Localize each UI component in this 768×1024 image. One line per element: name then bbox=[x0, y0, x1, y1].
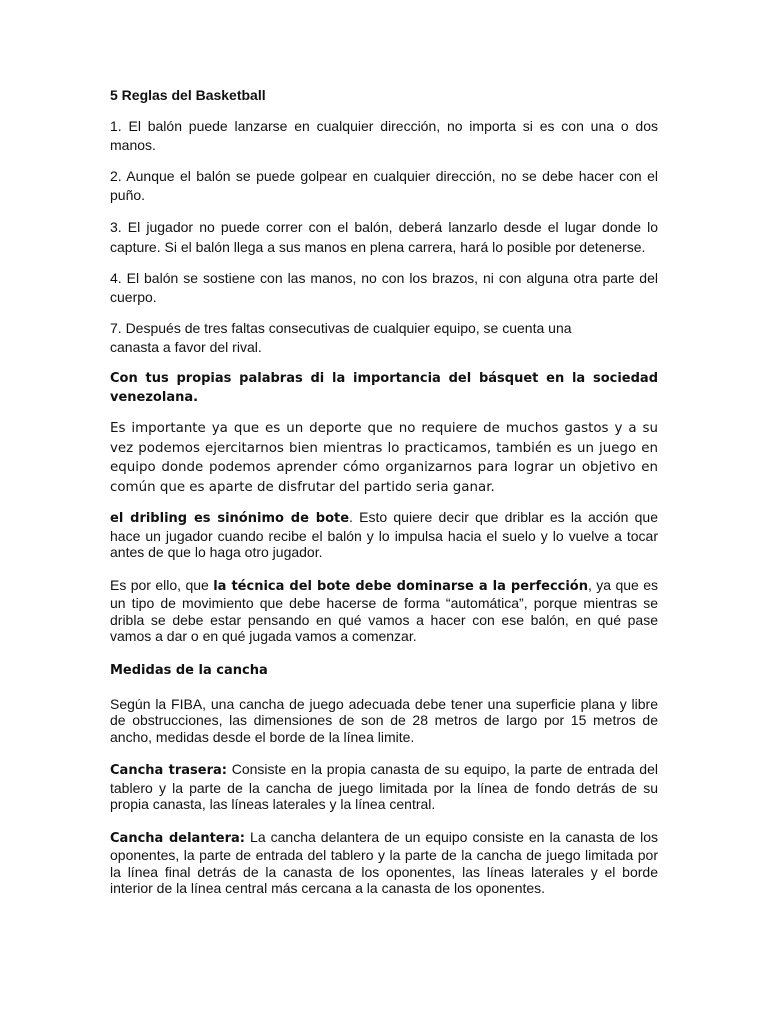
document-page bbox=[110, 86, 658, 897]
rule-4: 4. El balón se sostiene con las manos, no con los brazos, ni con alguna otra parte del cuerpo. bbox=[110, 270, 658, 305]
front-court-label: Cancha delantera: bbox=[110, 830, 245, 846]
dribbling-paragraph bbox=[110, 509, 658, 561]
back-court-text: Consiste en la propia canasta de su equipo, la parte de entrada del tablero y la parte de la cancha de juego limitada por la línea de fondo detrás de su propia canasta, las líneas laterales y la línea central. bbox=[110, 761, 658, 812]
dribbling-rest: . Esto quiere decir que driblar es la acción que hace un jugador cuando recibe el balón y lo impulsa hacia el suelo y lo vuelve a tocar antes de que lo haga otro jugador. bbox=[110, 509, 658, 560]
back-court-paragraph bbox=[110, 761, 658, 813]
technique-before: Es por ello, que bbox=[110, 576, 214, 593]
front-court-text: La cancha delantera de un equipo consiste en la canasta de los oponentes, la parte de entrada del tablero y la parte de la cancha de juego limitada por la línea final detrás de la canasta de los oponentes, las líneas laterales y el borde interior de la línea central más cercana a la canasta de los oponentes. bbox=[110, 828, 658, 896]
front-court-paragraph bbox=[110, 829, 658, 897]
court-heading: Medidas de la cancha bbox=[110, 662, 268, 678]
technique-after: , ya que es un tipo de movimiento que debe hacerse de forma “automática”, porque mientras se dribla se debe estar pensando en qué vamos a hacer con ese balón, en qué pase vamos a dar o en qué jugada vamos a comenzar. bbox=[110, 576, 659, 644]
question-prompt: Con tus propias palabras di la importancia del básquet en la sociedad venezolana. bbox=[110, 371, 658, 405]
technique-bold: la técnica del bote debe dominarse a la perfección bbox=[213, 578, 588, 594]
back-court-label: Cancha trasera: bbox=[110, 763, 227, 778]
fiba-paragraph: Según la FIBA, una cancha de juego adecuada debe tener una superficie plana y libre de obstrucciones, las dimensiones de son de 28 metros de largo por 15 metros de ancho, medidas desde el borde de la línea limite. bbox=[110, 695, 658, 745]
rule-7: 7. Después de tres faltas consecutivas de cualquier equipo, se cuenta una canasta a favor del rival. bbox=[110, 320, 572, 355]
rule-3: 3. El jugador no puede correr con el balón, deberá lanzarlo desde el lugar donde lo capture. Si el balón llega a sus manos en plena carrera, hará lo posible por detenerse. bbox=[110, 219, 658, 255]
technique-paragraph bbox=[110, 577, 658, 645]
rule-1: 1. El balón puede lanzarse en cualquier dirección, no importa si es con una o dos manos. bbox=[110, 118, 658, 153]
dribbling-bold: el dribling es sinónimo de bote bbox=[110, 511, 350, 526]
document-title: 5 Reglas del Basketball bbox=[110, 87, 266, 103]
answer-paragraph: Es importante ya que es un deporte que no requiere de muchos gastos y a su vez podemos ejercitarnos bien mientras lo practicamos, también es un juego en equipo donde podemos aprender cómo organizarnos para lograr un objetivo en común que es aparte de disfrutar del partido seria ganar. bbox=[110, 421, 658, 495]
rule-2: 2. Aunque el balón se puede golpear en cualquier dirección, no se debe hacer con el puño. bbox=[110, 168, 658, 203]
